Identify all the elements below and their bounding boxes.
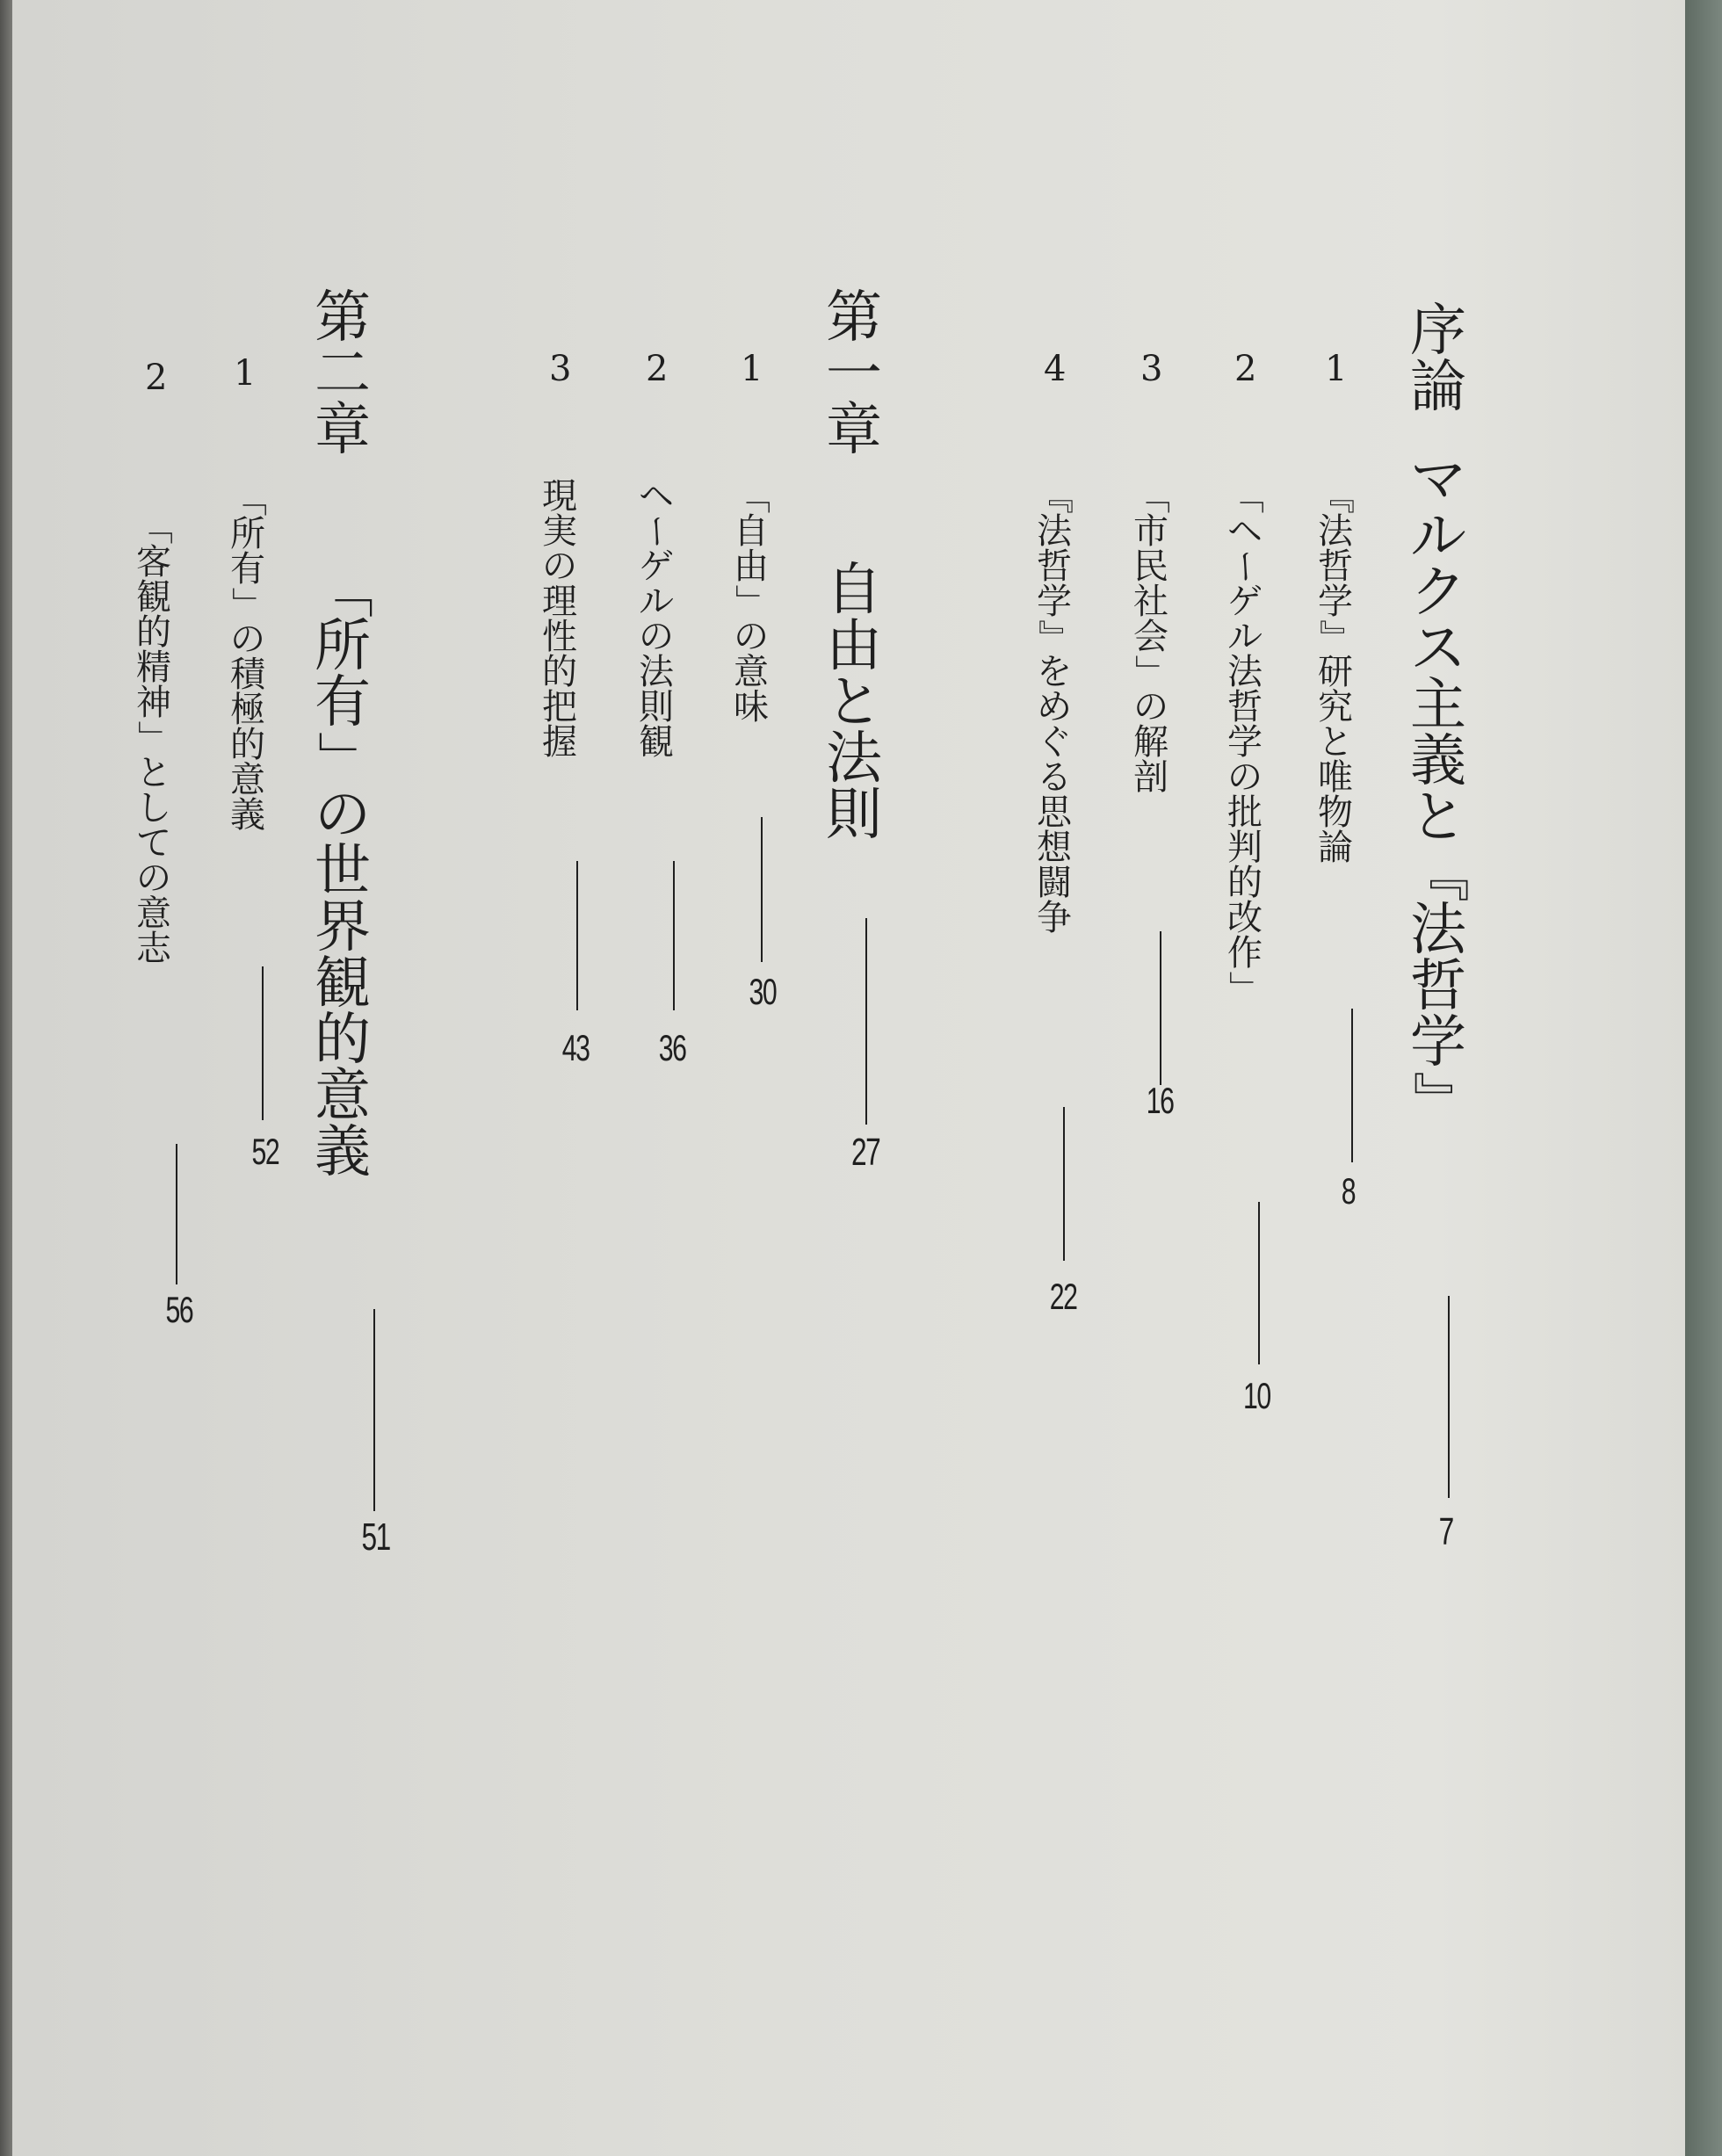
chapter-1-section-1-leader xyxy=(761,817,763,962)
chapter-1-section-2-title: ヘ ー ゲ ル の 法 則 観 xyxy=(636,476,676,763)
intro-section-1-title: 『 法 哲 学 』 研 究 と 唯 物 論 xyxy=(1315,479,1356,868)
book-cover-edge xyxy=(1685,0,1722,2156)
intro-section-4-num: 4 xyxy=(1044,349,1067,389)
intro-section-2-title: 「 ヘ ー ゲ ル 法 哲 学 の 批 判 的 改 作 」 xyxy=(1225,479,1265,1006)
chapter-2-section-2-title: 「 客 観 的 精 神 」 と し て の 意 志 xyxy=(134,510,174,969)
chapter-1-leader xyxy=(865,918,867,1125)
intro-page: 7 xyxy=(1438,1510,1453,1553)
chapter-2-section-1-page: 52 xyxy=(251,1131,279,1172)
chapter-1-section-3-leader xyxy=(576,861,578,1010)
chapter-2-section-2-page: 56 xyxy=(165,1289,193,1330)
intro-section-3-leader xyxy=(1160,931,1161,1085)
chapter-2-section-1-title: 「 所 有 」 の 積 極 的 意 義 xyxy=(228,481,268,836)
chapter-1-section-2-leader xyxy=(673,861,675,1010)
chapter-2-section-1-num: 1 xyxy=(234,353,257,394)
intro-section-3-title: 「 市 民 社 会 」 の 解 剖 xyxy=(1131,479,1171,798)
intro-leader xyxy=(1448,1296,1450,1498)
chapter-2-heading: 第 二 章 xyxy=(315,286,371,463)
intro-section-3-num: 3 xyxy=(1140,349,1163,389)
intro-section-2-page: 10 xyxy=(1243,1375,1270,1416)
chapter-1-section-3-page: 43 xyxy=(561,1027,590,1068)
intro-section-1-num: 1 xyxy=(1325,349,1348,389)
intro-section-3-page: 16 xyxy=(1146,1080,1174,1121)
intro-section-1-leader xyxy=(1351,1009,1353,1162)
chapter-1-heading: 第 一 章 xyxy=(826,286,882,463)
chapter-2-section-2-leader xyxy=(176,1144,177,1284)
chapter-1-section-3-title: 現 実 の 理 性 的 把 握 xyxy=(542,476,577,763)
chapter-1-section-1-num: 1 xyxy=(741,349,763,389)
chapter-2-page: 51 xyxy=(361,1516,390,1559)
intro-section-2-leader xyxy=(1258,1202,1260,1364)
chapter-1-page: 27 xyxy=(851,1131,880,1174)
chapter-1-section-1-page: 30 xyxy=(749,971,777,1012)
intro-section-4-leader xyxy=(1063,1107,1065,1261)
chapter-1-section-1-title: 「 自 由 」 の 意 味 xyxy=(731,479,771,727)
chapter-2-section-2-num: 2 xyxy=(145,358,168,398)
chapter-1-title: 自 由 と 法 則 xyxy=(826,558,882,848)
intro-section-4-page: 22 xyxy=(1049,1276,1077,1317)
intro-section-4-title: 『 法 哲 学 』 を め ぐ る 思 想 闘 争 xyxy=(1034,479,1074,938)
chapter-2-leader xyxy=(373,1309,375,1511)
chapter-1-section-2-page: 36 xyxy=(658,1027,686,1068)
chapter-2-title: 「 所 有 」 の 世 界 観 的 意 義 xyxy=(310,562,375,1185)
chapter-1-section-2-num: 2 xyxy=(646,349,669,389)
chapter-1-section-3-num: 3 xyxy=(549,349,572,389)
intro-section-2-num: 2 xyxy=(1234,349,1257,389)
intro-heading: 序 論 xyxy=(1410,299,1466,420)
intro-title: マ ル ク ス 主 義 と 『 法 哲 学 』 xyxy=(1406,448,1471,1127)
chapter-2-section-1-leader xyxy=(262,966,264,1120)
intro-section-1-page: 8 xyxy=(1341,1170,1356,1212)
book-gutter-edge xyxy=(0,0,12,2156)
